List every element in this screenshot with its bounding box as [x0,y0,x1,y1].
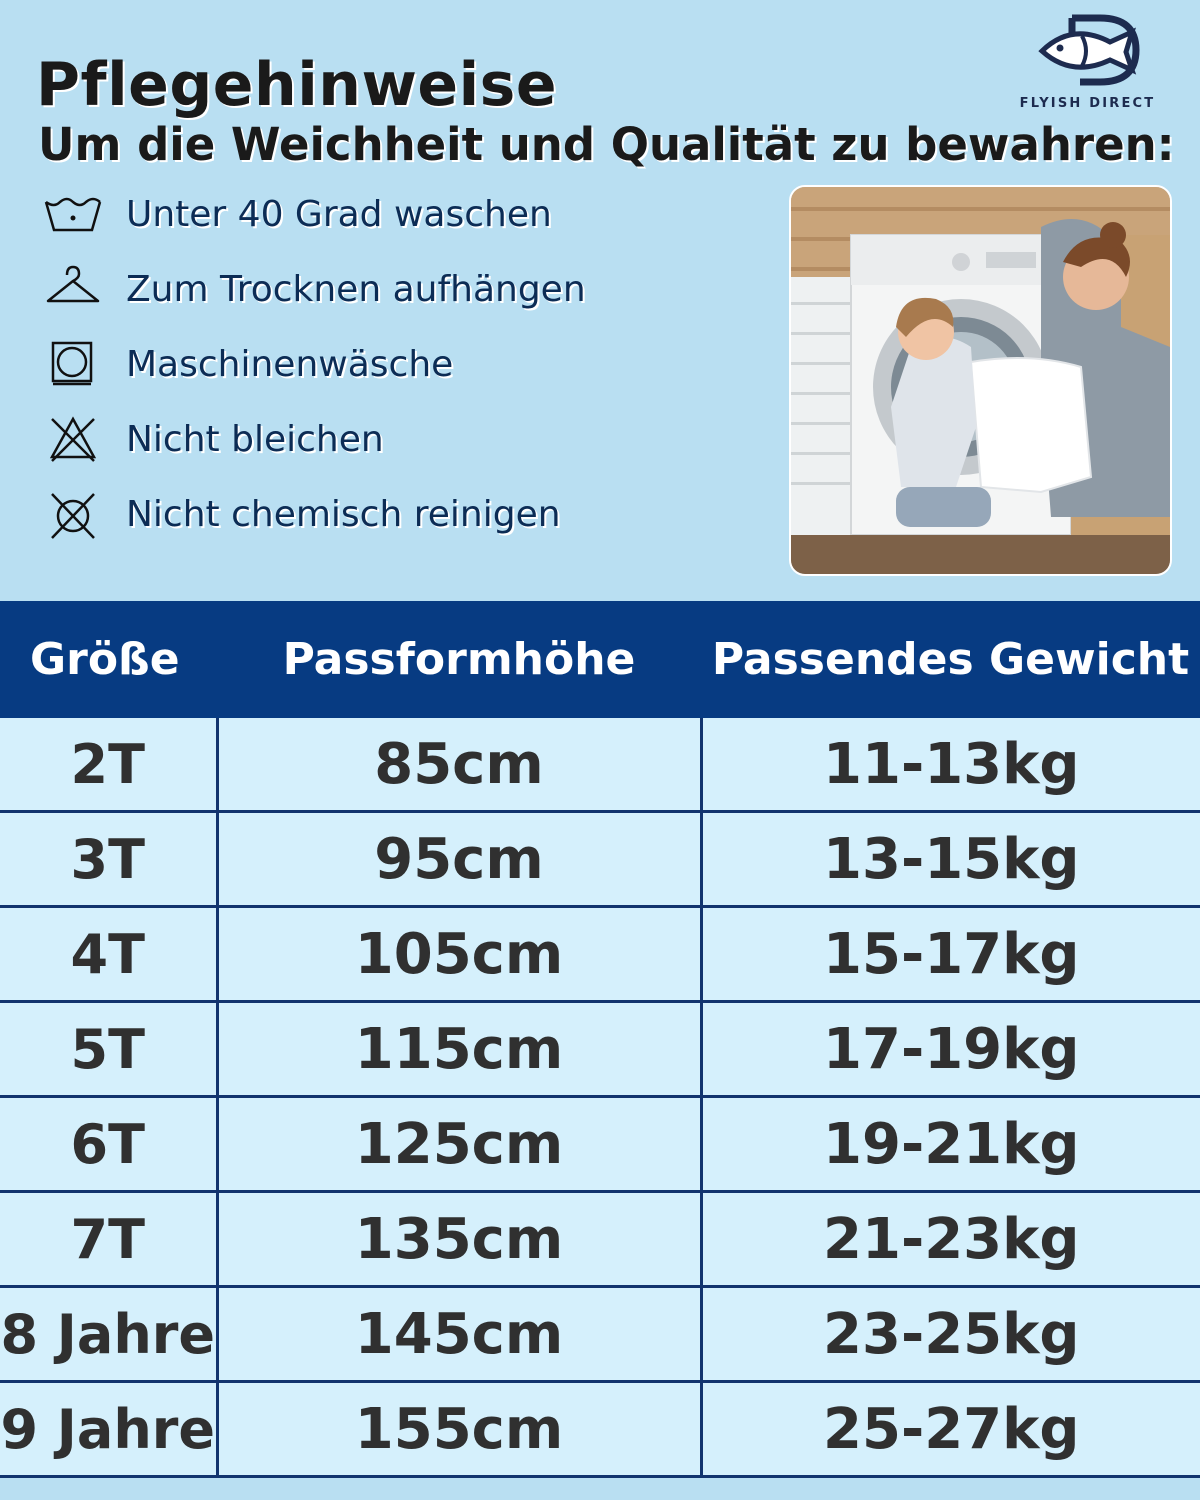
weight-cell: 15-17kg [701,907,1200,1002]
column-header-size: Größe [0,601,217,718]
table-row [0,1097,1200,1192]
table-row [0,718,1200,812]
height-cell: 115cm [217,1002,701,1097]
weight-cell: 11-13kg [701,718,1200,812]
height-cell: 135cm [217,1192,701,1287]
table-row [0,812,1200,907]
no-bleach-icon [40,415,106,465]
brand-logo [1000,14,1175,114]
weight-cell: 21-23kg [701,1192,1200,1287]
table-row [0,1287,1200,1382]
care-label-wash: Unter 40 Grad waschen [126,194,552,235]
column-header-height: Passformhöhe [217,601,701,718]
size-cell: 9 Jahre [0,1382,217,1477]
brand-name: FLYISH DIRECT [1019,96,1156,111]
machine-wash-icon [40,340,106,390]
height-cell: 105cm [217,907,701,1002]
fish-logo-icon [1038,14,1140,86]
care-label-no-dry-clean: Nicht chemisch reinigen [126,494,561,535]
care-label-machine-wash: Maschinenwäsche [126,344,454,385]
size-cell: 6T [0,1097,217,1192]
height-cell: 85cm [217,718,701,812]
table-header-row [0,601,1200,718]
weight-cell: 23-25kg [701,1287,1200,1382]
size-table-container [0,601,1200,1478]
care-label-no-bleach: Nicht bleichen [126,419,384,460]
size-cell: 3T [0,812,217,907]
column-header-weight: Passendes Gewicht [701,601,1200,718]
table-row [0,907,1200,1002]
height-cell: 125cm [217,1097,701,1192]
hanger-icon [40,265,106,315]
care-label-hang-dry: Zum Trocknen aufhängen [126,269,586,310]
height-cell: 95cm [217,812,701,907]
size-table [0,601,1200,1478]
weight-cell: 25-27kg [701,1382,1200,1477]
size-cell: 8 Jahre [0,1287,217,1382]
height-cell: 145cm [217,1287,701,1382]
size-cell: 5T [0,1002,217,1097]
table-row [0,1192,1200,1287]
page-title: Pflegehinweise [36,50,558,120]
laundry-photo [789,185,1172,576]
size-cell: 7T [0,1192,217,1287]
size-cell: 4T [0,907,217,1002]
table-row [0,1002,1200,1097]
height-cell: 155cm [217,1382,701,1477]
weight-cell: 13-15kg [701,812,1200,907]
no-dry-clean-icon [40,490,106,540]
wash-40-icon [40,190,106,240]
table-row [0,1382,1200,1477]
size-cell: 2T [0,718,217,812]
page-subtitle: Um die Weichheit und Qualität zu bewahren: [38,118,1175,171]
weight-cell: 19-21kg [701,1097,1200,1192]
weight-cell: 17-19kg [701,1002,1200,1097]
